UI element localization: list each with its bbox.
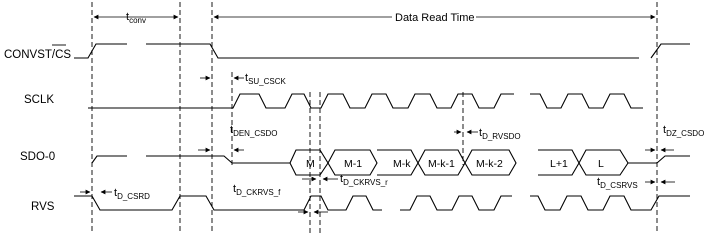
signal-label-sclk: SCLK	[24, 94, 55, 106]
tconv-dimension	[94, 11, 178, 25]
tsu-csck-dimension	[200, 72, 287, 86]
td-ckrvs-f-label: $t_{D\_CKRVS\_f}$	[233, 183, 281, 197]
sclk-waveform	[88, 94, 643, 108]
rvs-waveform	[74, 196, 690, 210]
convst-waveform	[74, 44, 690, 58]
td-ckrvs-f-dimension	[233, 183, 328, 212]
tden-csdo-dimension	[198, 124, 278, 150]
data-read-time-label: Data Read Time	[395, 12, 475, 24]
signal-label-sdo: SDO-0	[20, 151, 56, 163]
data-read-time-dimension	[214, 12, 655, 24]
td-csrvs-label: $t_{D\_CSRVS}$	[597, 176, 638, 190]
tsu-csck-label: $t_{SU\_CSCK}$	[245, 72, 286, 86]
sdo-cell-m-k-2: M-k-2	[476, 158, 503, 170]
tconv-label: $t_{conv}$	[126, 11, 146, 25]
td-rvsdo-label: $t_{D\_RVSDO}$	[479, 127, 521, 141]
signal-label-convst: CONVST/CS	[4, 49, 72, 61]
signal-label-rvs: RVS	[31, 201, 55, 213]
tdz-csdo-label: $t_{DZ\_CSDO}$	[663, 124, 705, 138]
sdo-data-cells	[306, 158, 604, 170]
reference-lines	[92, 2, 657, 234]
sdo-cell-m-k: M-k	[393, 158, 411, 170]
sdo-cell-l: L	[598, 158, 604, 170]
td-csrd-dimension	[80, 187, 150, 201]
sdo-cell-m-k-1: M-k-1	[428, 158, 455, 170]
td-csrd-label: $t_{D\_CSRD}$	[114, 187, 150, 201]
sdo-cell-m: M	[306, 158, 315, 170]
td-csrvs-dimension	[597, 176, 675, 190]
sdo-cell-m-1: M-1	[344, 158, 363, 170]
td-rvsdo-dimension	[454, 127, 521, 141]
td-ckrvs-r-label: $t_{D\_CKRVS\_r}$	[340, 173, 388, 187]
sdo-cell-l-plus-1: L+1	[550, 158, 568, 170]
tden-csdo-label: $t_{DEN\_CSDO}$	[230, 124, 278, 138]
tdz-csdo-dimension	[645, 124, 704, 150]
